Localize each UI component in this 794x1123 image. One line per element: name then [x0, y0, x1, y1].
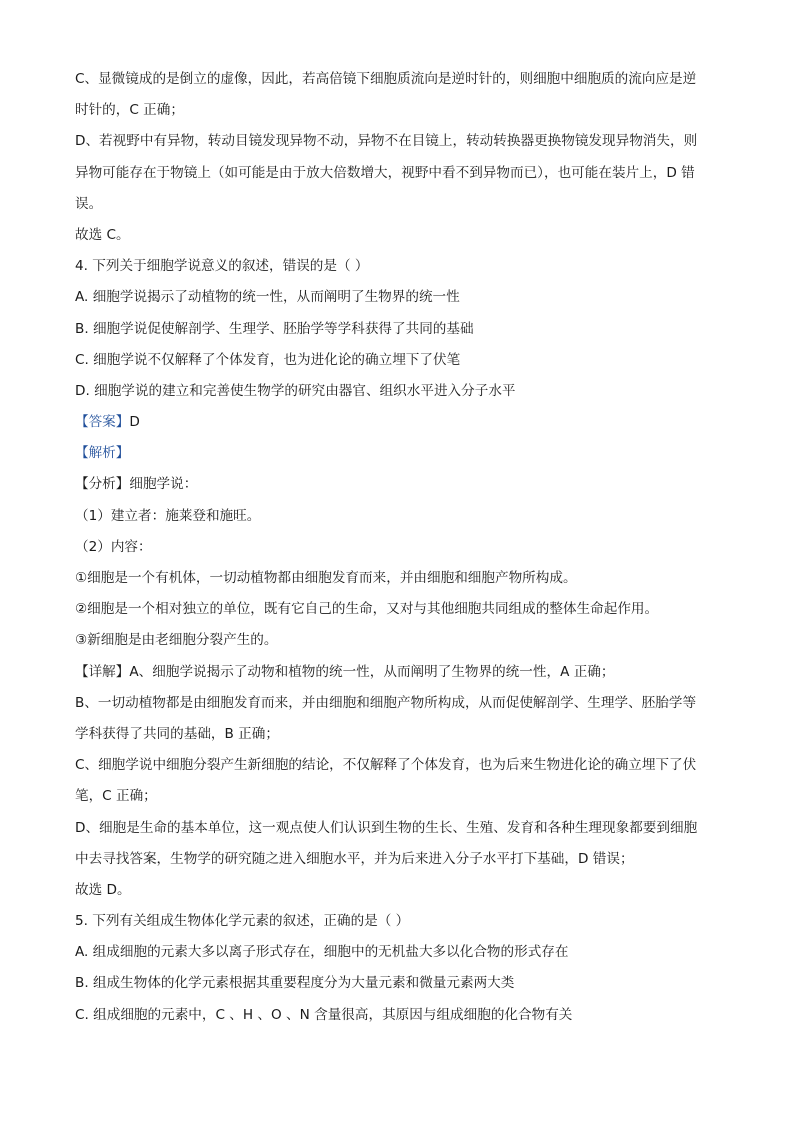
text-line: 异物可能存在于物镜上（如可能是由于放大倍数增大，视野中看不到异物而已），也可能在装片上，D 错 [75, 164, 695, 181]
answer-line: 【答案】D [75, 414, 140, 431]
text-line: 学科获得了共同的基础，B 正确； [75, 725, 279, 742]
answer-conclusion: 故选 C。 [75, 226, 130, 243]
text-line: 误。 [75, 195, 103, 212]
question-4-stem: 4. 下列关于细胞学说意义的叙述，错误的是（ ） [75, 258, 369, 275]
text-line: B、一切动植物都是由细胞发育而来，并由细胞和细胞产物所构成，从而促使解剖学、生理学、胚胎学等 [75, 694, 697, 711]
text-line: （2）内容： [75, 538, 152, 555]
question-4-option-c: C. 细胞学说不仅解释了个体发育，也为进化论的确立埋下了伏笔 [75, 351, 461, 368]
text-line: 中去寻找答案，生物学的研究随之进入细胞水平，并为后来进入分子水平打下基础，D 错误； [75, 850, 634, 867]
text-line: D、细胞是生命的基本单位，这一观点使人们认识到生物的生长、生殖、发育和各种生理现象都要到细胞 [75, 819, 698, 836]
text-line: C、显微镜成的是倒立的虚像，因此，若高倍镜下细胞质流向是逆时针的，则细胞中细胞质的流向应是逆 [75, 71, 697, 87]
question-5-option-b: B. 组成生物体的化学元素根据其重要程度分为大量元素和微量元素两大类 [75, 975, 515, 992]
answer-conclusion: 故选 D。 [75, 881, 131, 898]
text-line: 笔，C 正确； [75, 788, 157, 805]
analysis-heading [75, 438, 725, 469]
text-line: 时针的，C 正确； [75, 102, 184, 119]
detail-tag: 【详解】 [75, 663, 130, 680]
question-4-option-a: A. 细胞学说揭示了动植物的统一性，从而阐明了生物界的统一性 [75, 289, 460, 306]
text-line: ②细胞是一个相对独立的单位，既有它自己的生命，又对与其他细胞共同组成的整体生命起作用。 [75, 601, 659, 618]
answer-tag: 【答案】 [75, 414, 130, 431]
analysis-tag: 【解析】 [75, 445, 130, 462]
question-4-option-b: B. 细胞学说促使解剖学、生理学、胚胎学等学科获得了共同的基础 [75, 320, 474, 337]
detail-line: 【详解】A、细胞学说揭示了动物和植物的统一性，从而阐明了生物界的统一性，A 正确； [75, 663, 615, 680]
question-5-stem: 5. 下列有关组成生物体化学元素的叙述，正确的是（ ） [75, 913, 410, 930]
question-4-option-d: D. 细胞学说的建立和完善使生物学的研究由器官、组织水平进入分子水平 [75, 382, 516, 399]
analysis-line: 【分析】细胞学说： [75, 476, 198, 493]
analysis-sub-tag: 【分析】 [75, 476, 130, 493]
document-page [75, 64, 725, 1031]
text-line: （1）建立者：施莱登和施旺。 [75, 507, 261, 524]
question-5-option-a: A. 组成细胞的元素大多以离子形式存在，细胞中的无机盐大多以化合物的形式存在 [75, 944, 569, 961]
text-line: C、细胞学说中细胞分裂产生新细胞的结论，不仅解释了个体发育，也为后来生物进化论的确立埋下了伏 [75, 757, 697, 774]
question-5-option-c: C. 组成细胞的元素中，C 、H 、O 、N 含量很高，其原因与组成细胞的化合物有关 [75, 1006, 573, 1023]
text-line: ③新细胞是由老细胞分裂产生的。 [75, 632, 278, 649]
text-line: D、若视野中有异物，转动目镜发现异物不动，异物不在目镜上，转动转换器更换物镜发现异物消失，则 [75, 133, 698, 150]
text-line: ①细胞是一个有机体，一切动植物都由细胞发育而来，并由细胞和细胞产物所构成。 [75, 570, 577, 586]
